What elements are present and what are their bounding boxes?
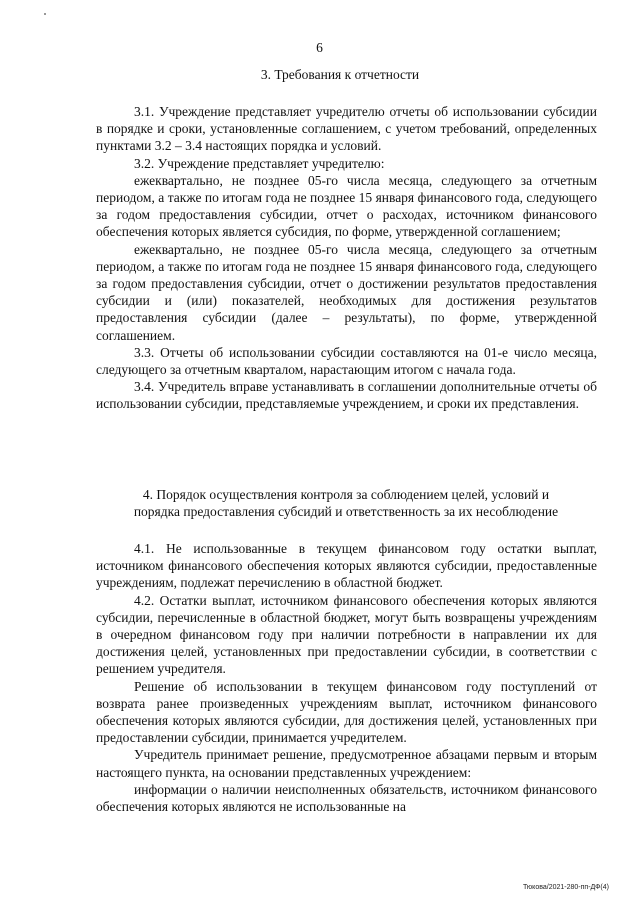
scan-speck <box>44 13 46 15</box>
paragraph-4-2-basis: Учредитель принимает решение, предусмотренное абзацами первым и вторым настоящего пункта, на основании представленных учреждением: <box>96 747 597 780</box>
paragraph-4-1: 4.1. Не использованные в текущем финансовом году остатки выплат, источником финансового обеспечения которых являются субсидии, предоставленные учреждениям, подлежат перечислению в областной бюджет. <box>96 541 597 591</box>
paragraph-4-2-decision: Решение об использовании в текущем финансовом году поступлений от возврата ранее произведенных учреждениям выплат, источником финансового обеспечения которых являются субсидии, для достижения целей, установленных при предоставлении субсидии, принимается учредителем. <box>96 678 597 746</box>
section-4-heading <box>96 486 596 520</box>
paragraph-3-2-results-report: ежеквартально, не позднее 05-го числа месяца, следующего за отчетным периодом, а также по итогам года не позднее 15 января финансового года, следующего за годом предоставления субсидии, отчет о достижении результатов предоставления субсидии и (или) показателей, необходимых для достижения результатов предоставления субсидии (далее – результаты), по форме, утвержденной соглашением. <box>96 241 597 343</box>
paragraph-3-2: 3.2. Учреждение представляет учредителю: <box>134 155 385 171</box>
section-4-heading-line-2: порядка предоставления субсидий и ответственность за их несоблюдение <box>133 504 559 519</box>
paragraph-3-4: 3.4. Учредитель вправе устанавливать в соглашении дополнительные отчеты об использовании субсидии, представляемые учреждением, и сроки их представления. <box>96 379 597 412</box>
document-footer-code: Тюкова/2021-280-пп-ДФ(4) <box>522 884 609 891</box>
paragraph-4-2-information: информации о наличии неисполненных обязательств, источником финансового обеспечения которых являются не использованные на <box>96 781 597 815</box>
section-3-body <box>96 103 597 413</box>
paragraph-3-2-expense-report: ежеквартально, не позднее 05-го числа месяца, следующего за отчетным периодом, а также по итогам года не позднее 15 января финансового года, следующего за годом предоставления субсидии, отчет о расходах, источником финансового обеспечения которых является субсидия, по форме, утвержденной соглашением; <box>96 172 597 240</box>
section-4-heading-line-1: 4. Порядок осуществления контроля за соблюдением целей, условий и <box>142 487 550 502</box>
paragraph-3-3: 3.3. Отчеты об использовании субсидии составляются на 01-е число месяца, следующего за отчетным кварталом, нарастающим итогом с начала года. <box>96 344 597 378</box>
page-number: 6 <box>316 40 323 55</box>
section-4-body <box>96 540 597 815</box>
section-3-heading: 3. Требования к отчетности <box>260 67 420 82</box>
paragraph-3-1: 3.1. Учреждение представляет учредителю отчеты об использовании субсидии в порядке и сроки, установленные соглашением, с учетом требований, определенных пунктами 3.2 – 3.4 настоящих порядка и условий. <box>96 104 597 154</box>
paragraph-4-2: 4.2. Остатки выплат, источником финансового обеспечения которых являются субсидии, перечисленные в областной бюджет, могут быть возвращены учреждениям в очередном финансовом году при наличии потребности в направлении их для достижения целей, установленных при предоставлении субсидии, в соответствии с решением учредителя. <box>96 592 597 677</box>
